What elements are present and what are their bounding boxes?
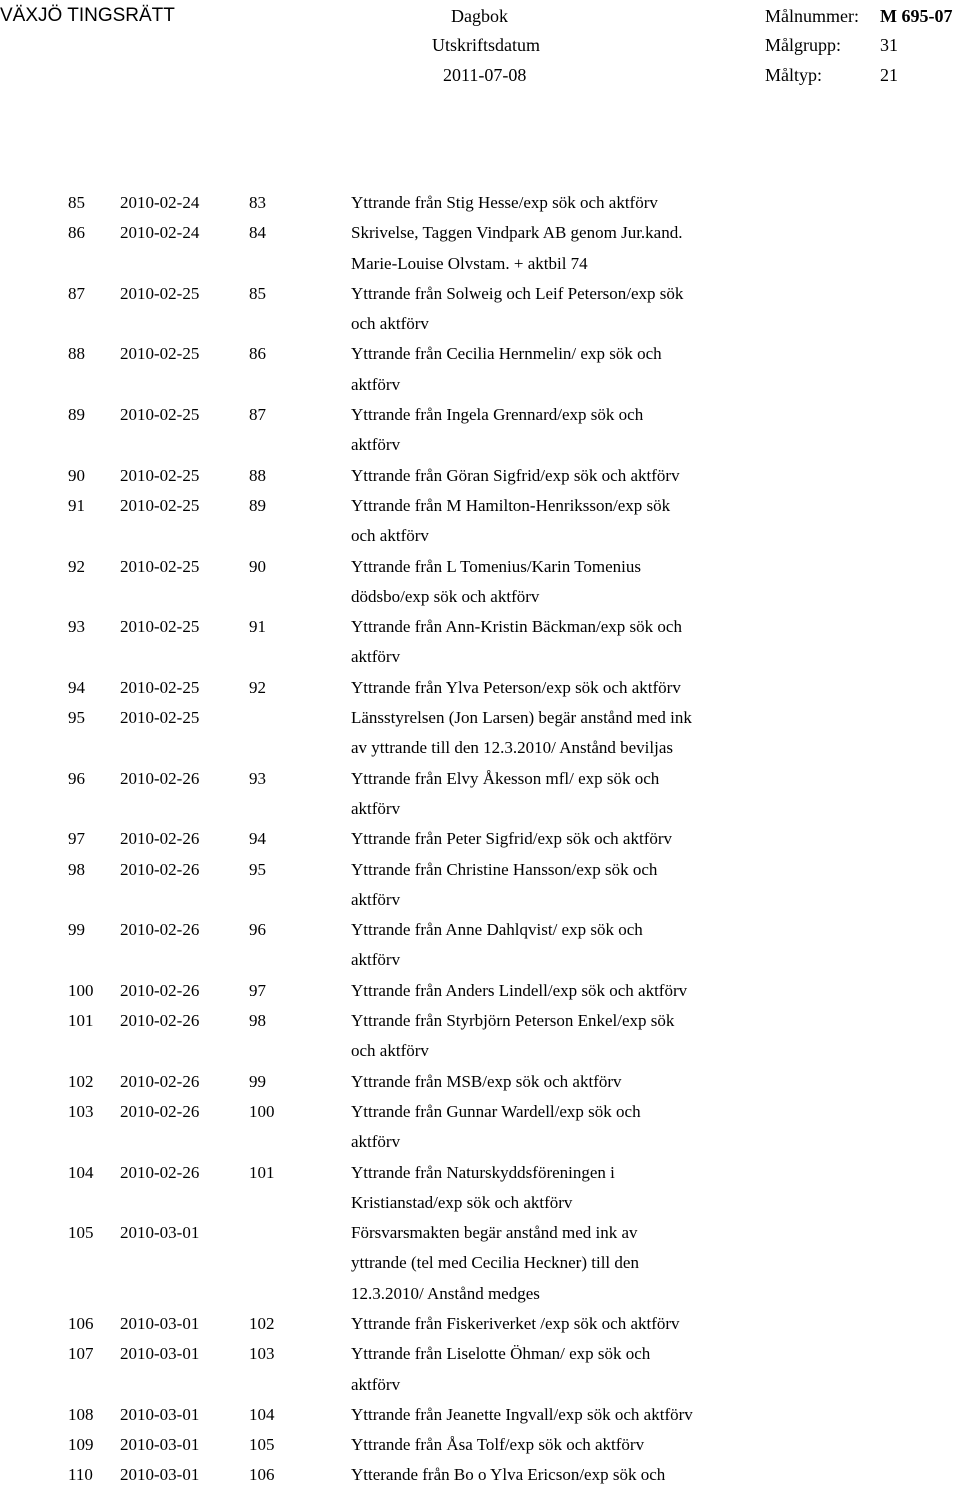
entry-number: 95 bbox=[68, 708, 85, 728]
entry-description-line: aktförv bbox=[351, 950, 401, 970]
entry-number: 92 bbox=[68, 556, 85, 576]
entry-description-line: Länsstyrelsen (Jon Larsen) begär anstånd med ink bbox=[351, 708, 692, 728]
entry-description-line: Yttrande från Fiskeriverket /exp sök och aktförv bbox=[351, 1313, 680, 1333]
entry-number: 109 bbox=[68, 1435, 94, 1455]
entry-act-number: 90 bbox=[249, 556, 266, 576]
journal-entry bbox=[0, 1460, 960, 1490]
entry-description bbox=[351, 1430, 746, 1460]
entry-description-line: Skrivelse, Taggen Vindpark AB genom Jur.kand. bbox=[351, 223, 683, 243]
entry-description bbox=[351, 1400, 746, 1430]
entry-description-line: Yttrande från M Hamilton-Henriksson/exp sök bbox=[351, 495, 671, 515]
entry-description bbox=[351, 1067, 746, 1097]
entry-act-number: 92 bbox=[249, 677, 266, 697]
print-date: 2011-07-08 bbox=[443, 65, 527, 85]
entry-date: 2010-02-26 bbox=[120, 859, 200, 879]
journal-entry bbox=[0, 218, 960, 279]
entry-description-line: Kristianstad/exp sök och aktförv bbox=[351, 1192, 573, 1212]
entry-description bbox=[351, 1460, 746, 1490]
entry-date: 2010-02-25 bbox=[120, 495, 200, 515]
entry-description-line: aktförv bbox=[351, 435, 401, 455]
entry-description bbox=[351, 764, 746, 825]
entry-description-line: Yttrande från Ylva Peterson/exp sök och aktförv bbox=[351, 677, 681, 697]
entry-description-line: Yttrande från Liselotte Öhman/ exp sök och bbox=[351, 1344, 651, 1364]
journal-entry bbox=[0, 1158, 960, 1219]
entry-date: 2010-03-01 bbox=[120, 1435, 200, 1455]
case-number-label: Målnummer: bbox=[765, 6, 859, 26]
entry-date: 2010-03-01 bbox=[120, 1344, 200, 1364]
entry-act-number: 96 bbox=[249, 920, 266, 940]
entry-act-number: 105 bbox=[249, 1435, 275, 1455]
entry-description bbox=[351, 976, 746, 1006]
entry-date: 2010-02-26 bbox=[120, 768, 200, 788]
entry-act-number: 104 bbox=[249, 1404, 275, 1424]
journal-entry bbox=[0, 1097, 960, 1158]
entry-description bbox=[351, 400, 746, 461]
entry-date: 2010-02-25 bbox=[120, 556, 200, 576]
entry-date: 2010-02-25 bbox=[120, 617, 200, 637]
entry-act-number: 101 bbox=[249, 1162, 275, 1182]
journal-entry bbox=[0, 339, 960, 400]
entry-description bbox=[351, 218, 746, 279]
entry-number: 98 bbox=[68, 859, 85, 879]
entry-description-line: Yttrande från Peter Sigfrid/exp sök och aktförv bbox=[351, 829, 673, 849]
entry-description bbox=[351, 673, 746, 703]
entry-description-line: och aktförv bbox=[351, 526, 429, 546]
entry-date: 2010-02-25 bbox=[120, 405, 200, 425]
entry-description bbox=[351, 1339, 746, 1400]
entry-description bbox=[351, 612, 746, 673]
entry-number: 93 bbox=[68, 617, 85, 637]
court-name: VÄXJÖ TINGSRÄTT bbox=[0, 5, 175, 26]
entry-description-line: Yttrande från Gunnar Wardell/exp sök och bbox=[351, 1101, 641, 1121]
entry-description-line: Yttrande från L Tomenius/Karin Tomenius bbox=[351, 556, 642, 576]
entry-act-number: 86 bbox=[249, 344, 266, 364]
entry-number: 103 bbox=[68, 1101, 94, 1121]
entry-act-number: 83 bbox=[249, 193, 266, 212]
entry-act-number: 106 bbox=[249, 1465, 275, 1485]
entry-number: 100 bbox=[68, 980, 94, 1000]
entry-act-number: 97 bbox=[249, 980, 266, 1000]
entry-act-number: 85 bbox=[249, 283, 266, 303]
entry-description bbox=[351, 279, 746, 340]
entry-description-line: Försvarsmakten begär anstånd med ink av bbox=[351, 1223, 638, 1243]
entry-number: 110 bbox=[68, 1465, 93, 1485]
entry-number: 94 bbox=[68, 677, 85, 697]
journal-entries bbox=[0, 188, 960, 1491]
entry-description bbox=[351, 1158, 746, 1219]
entry-date: 2010-02-25 bbox=[120, 708, 200, 728]
entry-description bbox=[351, 915, 746, 976]
entry-act-number: 91 bbox=[249, 617, 266, 637]
entry-description-line: aktförv bbox=[351, 374, 401, 394]
entry-description-line: yttrande (tel med Cecilia Heckner) till den bbox=[351, 1253, 639, 1273]
entry-number: 97 bbox=[68, 829, 85, 849]
entry-date: 2010-03-01 bbox=[120, 1465, 200, 1485]
entry-date: 2010-02-26 bbox=[120, 1071, 200, 1091]
journal-entry bbox=[0, 279, 960, 340]
journal-entry bbox=[0, 188, 960, 218]
entry-date: 2010-02-24 bbox=[120, 193, 200, 212]
journal-entry bbox=[0, 612, 960, 673]
entry-date: 2010-02-26 bbox=[120, 1162, 200, 1182]
entry-act-number: 84 bbox=[249, 223, 266, 243]
entry-date: 2010-02-25 bbox=[120, 344, 200, 364]
entry-act-number: 95 bbox=[249, 859, 266, 879]
journal-entry bbox=[0, 400, 960, 461]
entry-date: 2010-02-25 bbox=[120, 465, 200, 485]
entry-description-line: Yttrande från Åsa Tolf/exp sök och aktförv bbox=[351, 1435, 645, 1455]
entry-description-line: aktförv bbox=[351, 647, 401, 667]
entry-description-line: Ytterande från Bo o Ylva Ericson/exp sök och bbox=[351, 1465, 666, 1485]
entry-description-line: av yttrande till den 12.3.2010/ Anstånd beviljas bbox=[351, 738, 674, 758]
entry-description bbox=[351, 552, 746, 613]
journal-entry bbox=[0, 1309, 960, 1339]
entry-number: 88 bbox=[68, 344, 85, 364]
entry-act-number: 98 bbox=[249, 1011, 266, 1031]
entry-date: 2010-02-26 bbox=[120, 829, 200, 849]
entry-act-number: 102 bbox=[249, 1313, 275, 1333]
case-type-label: Måltyp: bbox=[765, 65, 822, 85]
entry-date: 2010-02-26 bbox=[120, 1011, 200, 1031]
entry-description-line: Yttrande från Christine Hansson/exp sök och bbox=[351, 859, 658, 879]
entry-description-line: Yttrande från Göran Sigfrid/exp sök och aktförv bbox=[351, 465, 680, 485]
entry-description-line: och aktförv bbox=[351, 314, 429, 334]
entry-description bbox=[351, 855, 746, 916]
journal-entry bbox=[0, 1067, 960, 1097]
entry-number: 85 bbox=[68, 193, 85, 212]
journal-entry bbox=[0, 976, 960, 1006]
entry-description bbox=[351, 339, 746, 400]
entry-description-line: Yttrande från Ann-Kristin Bäckman/exp sök och bbox=[351, 617, 682, 637]
entry-date: 2010-02-24 bbox=[120, 223, 200, 243]
entry-description-line: Yttrande från Solweig och Leif Peterson/exp sök bbox=[351, 283, 684, 303]
entry-description-line: aktförv bbox=[351, 889, 401, 909]
entry-date: 2010-02-25 bbox=[120, 283, 200, 303]
entry-description bbox=[351, 703, 746, 764]
entry-act-number: 89 bbox=[249, 495, 266, 515]
entry-description-line: Yttrande från Elvy Åkesson mfl/ exp sök och bbox=[351, 768, 660, 788]
case-group: 31 bbox=[880, 35, 898, 55]
journal-entry bbox=[0, 1430, 960, 1460]
entry-description-line: Yttrande från Jeanette Ingvall/exp sök och aktförv bbox=[351, 1404, 693, 1424]
entry-number: 91 bbox=[68, 495, 85, 515]
entry-description-line: och aktförv bbox=[351, 1041, 429, 1061]
entry-description-line: dödsbo/exp sök och aktförv bbox=[351, 586, 540, 606]
entry-number: 105 bbox=[68, 1223, 94, 1243]
entry-act-number: 87 bbox=[249, 405, 266, 425]
case-number: M 695-07 bbox=[880, 6, 953, 26]
entry-description-line: Marie-Louise Olvstam. + aktbil 74 bbox=[351, 253, 588, 273]
entry-number: 86 bbox=[68, 223, 85, 243]
journal-entry bbox=[0, 552, 960, 613]
entry-description-line: Yttrande från Anders Lindell/exp sök och aktförv bbox=[351, 980, 688, 1000]
entry-description bbox=[351, 1006, 746, 1067]
entry-act-number: 94 bbox=[249, 829, 266, 849]
case-group-label: Målgrupp: bbox=[765, 35, 841, 55]
entry-number: 106 bbox=[68, 1313, 94, 1333]
case-type: 21 bbox=[880, 65, 898, 85]
entry-description-line: 12.3.2010/ Anstånd medges bbox=[351, 1283, 540, 1303]
entry-description-line: Yttrande från MSB/exp sök och aktförv bbox=[351, 1071, 622, 1091]
entry-description-line: Yttrande från Anne Dahlqvist/ exp sök och bbox=[351, 920, 643, 940]
entry-number: 108 bbox=[68, 1404, 94, 1424]
entry-description-line: aktförv bbox=[351, 1374, 401, 1394]
entry-act-number: 103 bbox=[249, 1344, 275, 1364]
entry-number: 99 bbox=[68, 920, 85, 940]
entry-act-number: 88 bbox=[249, 465, 266, 485]
entry-number: 104 bbox=[68, 1162, 94, 1182]
entry-act-number: 93 bbox=[249, 768, 266, 788]
entry-number: 101 bbox=[68, 1011, 94, 1031]
journal-entry bbox=[0, 855, 960, 916]
journal-entry bbox=[0, 673, 960, 703]
print-date-label: Utskriftsdatum bbox=[432, 35, 540, 55]
entry-date: 2010-02-26 bbox=[120, 920, 200, 940]
entry-description bbox=[351, 1218, 746, 1309]
entry-description bbox=[351, 1097, 746, 1158]
journal-entry bbox=[0, 703, 960, 764]
entry-description-line: Yttrande från Naturskyddsföreningen i bbox=[351, 1162, 615, 1182]
journal-entry bbox=[0, 1339, 960, 1400]
entry-description bbox=[351, 1309, 746, 1339]
entry-description-line: Yttrande från Cecilia Hernmelin/ exp sök och bbox=[351, 344, 662, 364]
entry-description-line: aktförv bbox=[351, 1132, 401, 1152]
entry-number: 96 bbox=[68, 768, 85, 788]
entry-number: 107 bbox=[68, 1344, 94, 1364]
journal-entry bbox=[0, 491, 960, 552]
entry-description bbox=[351, 461, 746, 491]
entry-date: 2010-02-26 bbox=[120, 980, 200, 1000]
entry-act-number: 99 bbox=[249, 1071, 266, 1091]
journal-entry bbox=[0, 461, 960, 491]
entry-number: 87 bbox=[68, 283, 85, 303]
entry-description-line: aktförv bbox=[351, 798, 401, 818]
journal-entry bbox=[0, 764, 960, 825]
entry-number: 89 bbox=[68, 405, 85, 425]
journal-entry bbox=[0, 1006, 960, 1067]
journal-entry bbox=[0, 915, 960, 976]
entry-date: 2010-02-25 bbox=[120, 677, 200, 697]
entry-description-line: Yttrande från Stig Hesse/exp sök och aktförv bbox=[351, 193, 658, 212]
entry-date: 2010-03-01 bbox=[120, 1223, 200, 1243]
journal-entry bbox=[0, 1218, 960, 1309]
journal-entry bbox=[0, 824, 960, 854]
entry-description bbox=[351, 188, 746, 218]
entry-date: 2010-03-01 bbox=[120, 1404, 200, 1424]
entry-description bbox=[351, 491, 746, 552]
entry-number: 90 bbox=[68, 465, 85, 485]
entry-date: 2010-03-01 bbox=[120, 1313, 200, 1333]
entry-description bbox=[351, 824, 746, 854]
entry-description-line: Yttrande från Ingela Grennard/exp sök och bbox=[351, 405, 644, 425]
entry-act-number: 100 bbox=[249, 1101, 275, 1121]
entry-description-line: Yttrande från Styrbjörn Peterson Enkel/exp sök bbox=[351, 1011, 675, 1031]
entry-date: 2010-02-26 bbox=[120, 1101, 200, 1121]
journal-entry bbox=[0, 1400, 960, 1430]
entry-number: 102 bbox=[68, 1071, 94, 1091]
document-title: Dagbok bbox=[451, 6, 508, 26]
